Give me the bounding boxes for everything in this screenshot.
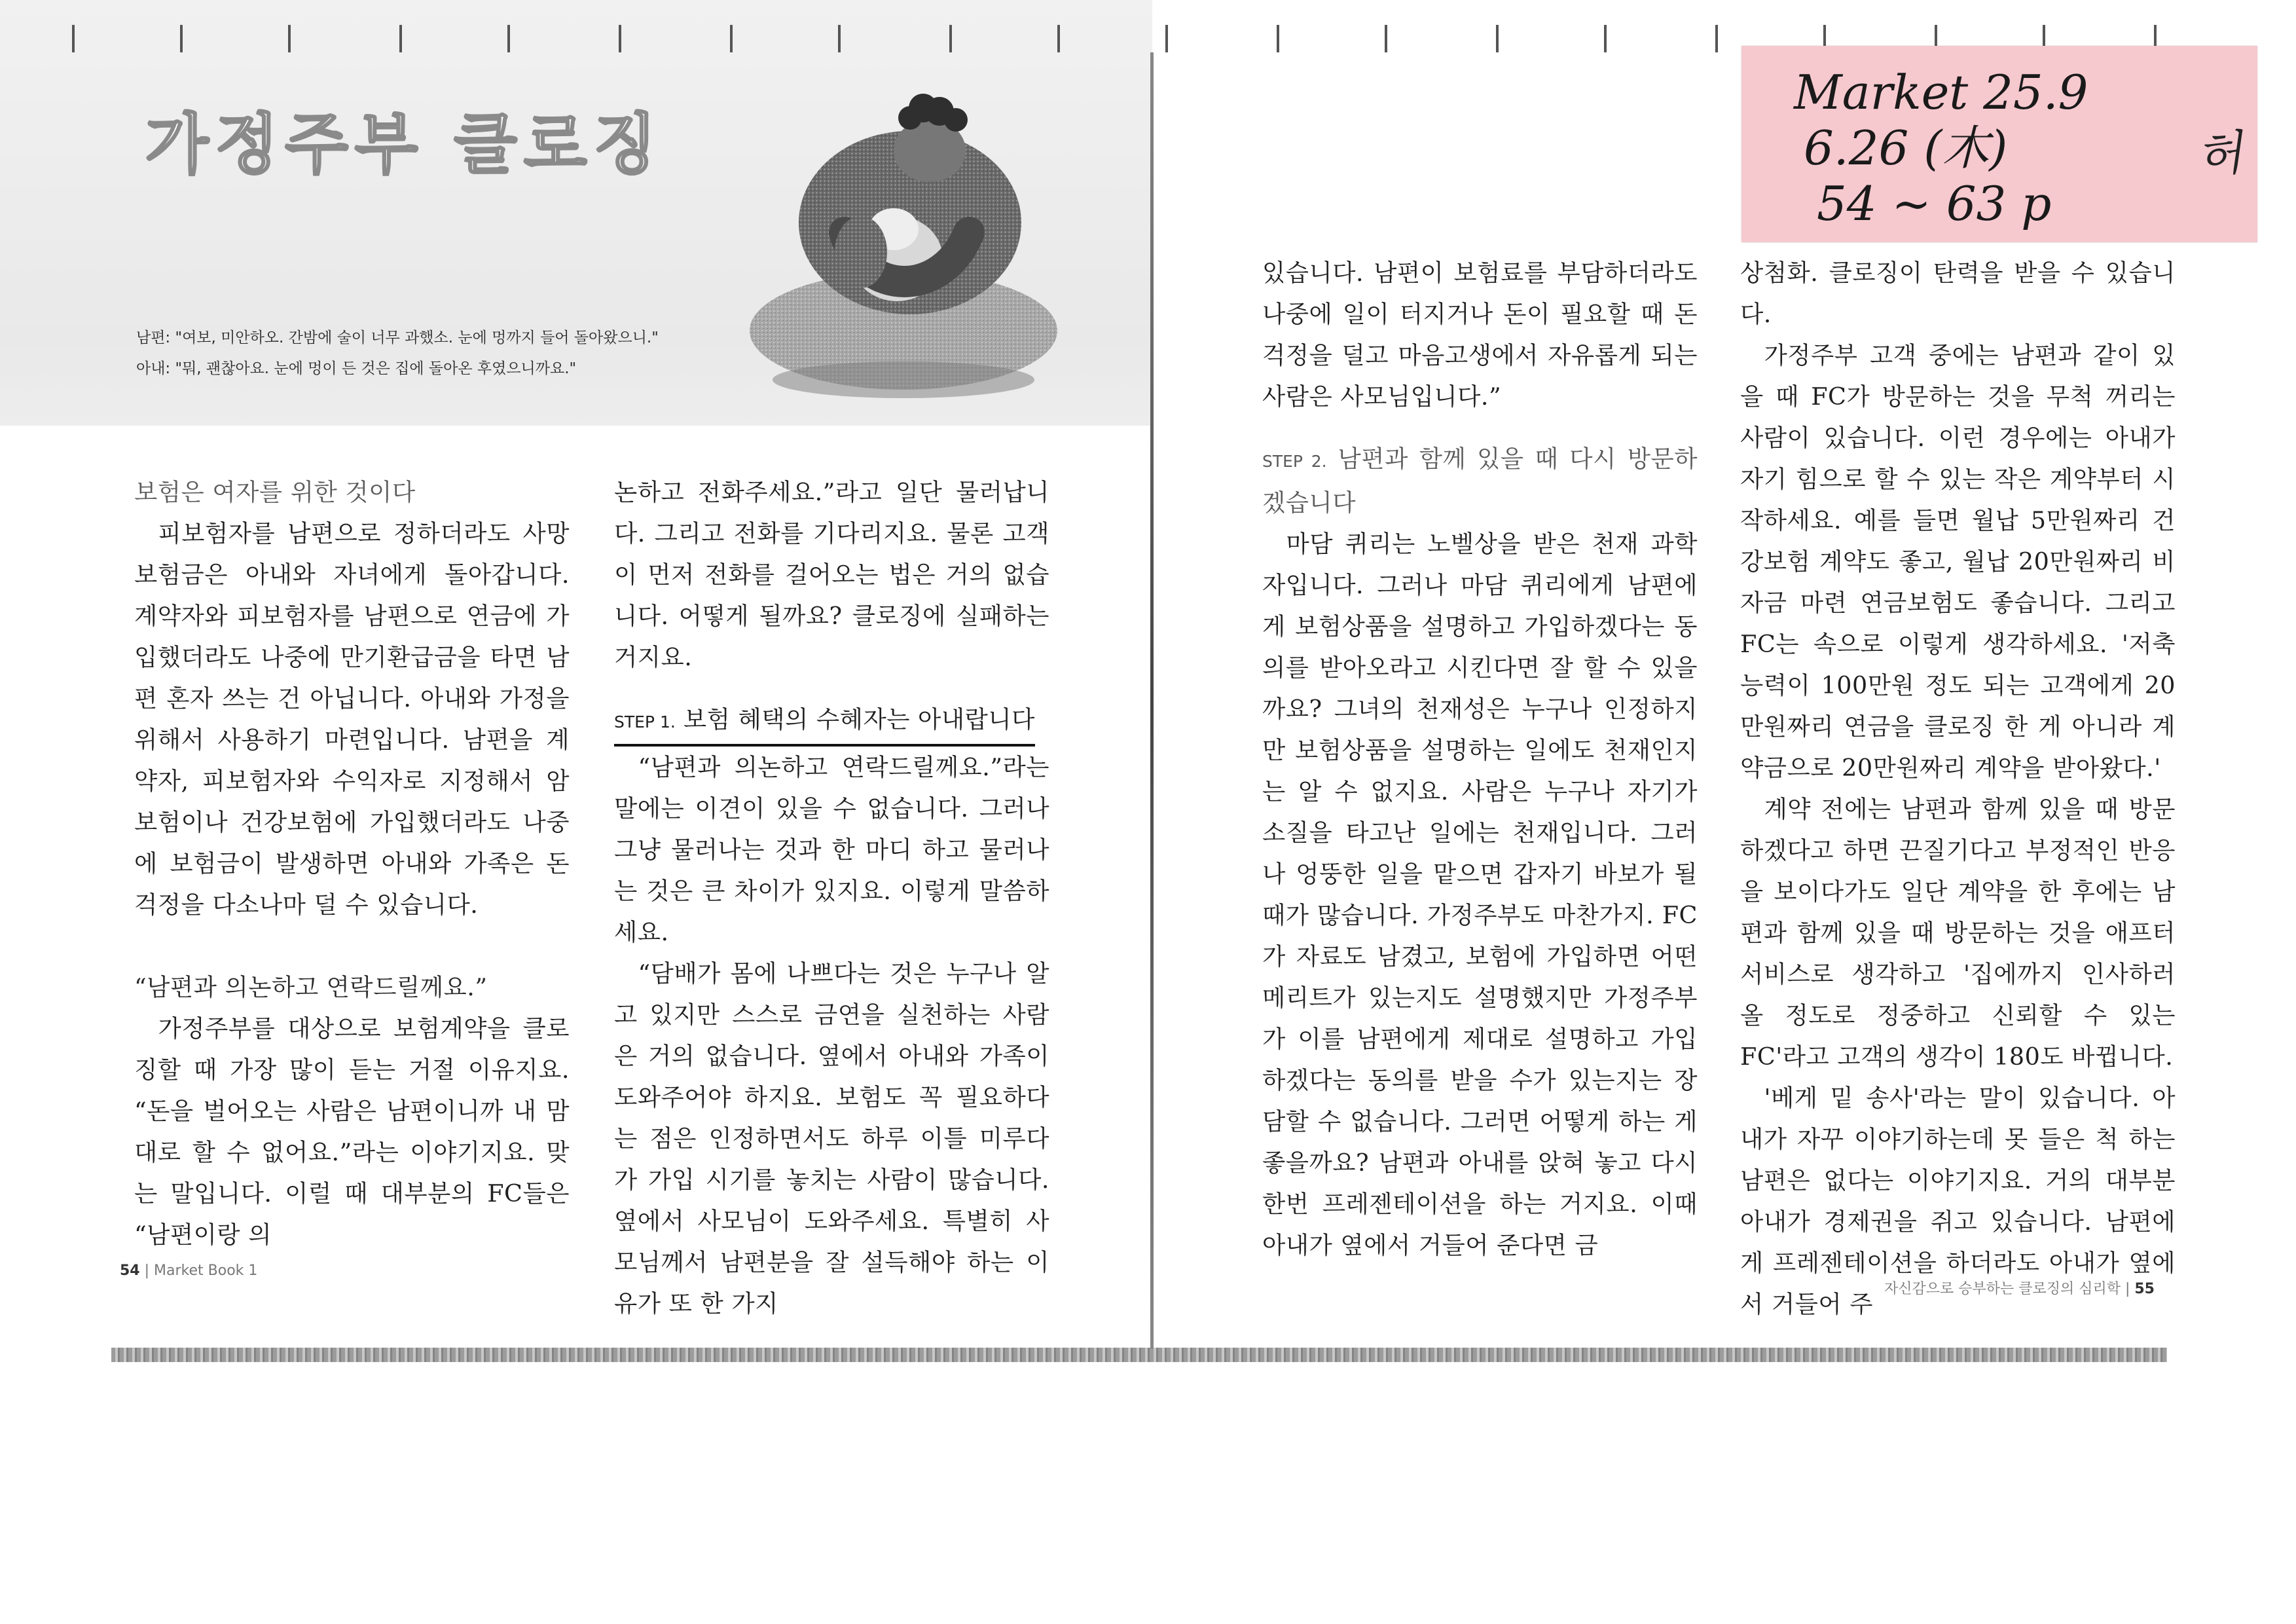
- step-title: 남편과 함께 있을 때 다시 방문하겠습니다: [1262, 445, 1698, 517]
- binder-tick: [1165, 25, 1168, 52]
- body-paragraph: '베게 밑 송사'라는 말이 있습니다. 아내가 자꾸 이야기하는데 못 들은 척 하는 남편은 없다는 이야기지요. 거의 대부분 아내가 경제권을 쥐고 있습니다. 남편에게 프레젠테이션을 하더라도 아내가 옆에서 거들어 주: [1740, 1084, 2176, 1318]
- mother-child-illustration: [733, 82, 1074, 409]
- quote-heading: “남편과 의논하고 연락드릴께요.”: [134, 973, 488, 1001]
- binder-tick: [1715, 25, 1718, 52]
- left-column-1: [134, 471, 570, 1255]
- binder-tick: [838, 25, 841, 52]
- binder-tick: [1604, 25, 1607, 52]
- binder-tick: [949, 25, 952, 52]
- binder-tick: [1496, 25, 1499, 52]
- step-label: STEP 2.: [1262, 452, 1327, 471]
- left-column-2: [614, 471, 1049, 1324]
- footer-separator: |: [2124, 1281, 2130, 1297]
- running-title: 자신감으로 승부하는 클로징의 심리학: [1884, 1281, 2121, 1297]
- page-title: 가정주부 클로징: [145, 106, 664, 183]
- binder-tick: [1057, 25, 1060, 52]
- body-paragraph: 있습니다. 남편이 보험료를 부담하더라도 나중에 일이 터지거나 돈이 필요할 때 돈 걱정을 덜고 마음고생에서 자유롭게 되는 사람은 사모님입니다.”: [1262, 259, 1698, 411]
- step-heading: [614, 699, 1049, 747]
- underlined-step-heading: [614, 699, 1035, 747]
- binder-tick: [730, 25, 733, 52]
- left-page-footer: [120, 1263, 257, 1279]
- dialogue-line-wife: 아내: "뭐, 괜찮아요. 눈에 멍이 든 것은 집에 돌아온 후였으니까요.": [136, 360, 577, 377]
- sticky-note-line: Market 25.9: [1794, 65, 2088, 120]
- section-heading: 보험은 여자를 위한 것이다: [134, 478, 416, 506]
- footer-separator: |: [144, 1263, 150, 1279]
- body-paragraph: “담배가 몸에 나쁘다는 것은 누구나 알고 있지만 스스로 금연을 실천하는 사람은 거의 없습니다. 옆에서 아내와 가족이 도와주어야 하지요. 보험도 꼭 필요하다는 점은 인정하면서도 하루 이틀 미루다가 가입 시기를 놓치는 사람이 많습니다. 옆에서 사모님이 도와주세요. 특별히 사모님께서 남편분을 잘 설득해야 하는 이유가 또 한 가지: [614, 959, 1049, 1318]
- right-column-2: [1740, 252, 2176, 1325]
- binder-tick: [1277, 25, 1279, 52]
- book-gutter: [1150, 52, 1154, 1349]
- step-heading: [1262, 438, 1698, 523]
- binder-tick: [180, 25, 183, 52]
- body-paragraph: 계약 전에는 남편과 함께 있을 때 방문하겠다고 하면 끈질기다고 부정적인 반응을 보이다가도 일단 계약을 한 후에는 남편과 함께 있을 때 방문하는 것을 애프터 서비스로 생각하고 '집에까지 인사하러 올 정도로 정중하고 신뢰할 수 있는 FC'라고 고객의 생각이 180도 바뀝니다.: [1740, 795, 2176, 1071]
- body-paragraph: 논하고 전화주세요.”라고 일단 물러납니다. 그리고 전화를 기다리지요. 물론 고객이 먼저 전화를 걸어오는 법은 거의 없습니다. 어떻게 될까요? 클로징에 실패하는 거지요.: [614, 478, 1049, 671]
- body-paragraph: “남편과 의논하고 연락드릴께요.”라는 말에는 이견이 있을 수 없습니다. 그러나 그냥 물러나는 것과 한 마디 하고 물러나는 것은 큰 차이가 있지요. 이렇게 말씀하세요.: [614, 753, 1049, 946]
- dialogue-line-husband: 남편: "여보, 미안하오. 간밤에 술이 너무 과했소. 눈에 멍까지 들어 돌아왔으니.": [136, 329, 659, 346]
- binder-tick: [507, 25, 510, 52]
- sticky-note-line: 6.26 (木): [1804, 120, 2008, 175]
- handwritten-side-mark: 허: [2194, 124, 2246, 185]
- binder-tick: [619, 25, 621, 52]
- scan-bottom-shadow: [111, 1348, 2167, 1362]
- body-paragraph: 마담 퀴리는 노벨상을 받은 천재 과학자입니다. 그러나 마담 퀴리에게 남편에게 보험상품을 설명하고 가입하겠다는 동의를 받아오라고 시킨다면 잘 할 수 있을까요? 그녀의 천재성은 누구나 인정하지만 보험상품을 설명하는 일에도 천재인지는 알 수 없지요. 사람은 누구나 자기가 소질을 타고난 일에는 천재입니다. 그러나 엉뚱한 일을 맡으면 갑자기 바보가 될 때가 많습니다. 가정주부도 마찬가지. FC가 자료도 남겼고, 보험에 가입하면 어떤 메리트가 있는지도 설명했지만 가정주부가 이를 남편에게 제대로 설명하고 가입하겠다는 동의를 받을 수가 있는지는 장담할 수 없습니다. 그러면 어떻게 하는 게 좋을까요? 남편과 아내를 앉혀 놓고 다시 한번 프레젠테이션을 하는 거지요. 이때 아내가 옆에서 거들어 준다면 금: [1262, 530, 1698, 1259]
- binder-tick: [399, 25, 402, 52]
- binder-tick: [288, 25, 291, 52]
- page-number: 54: [120, 1263, 140, 1279]
- body-paragraph: 가정주부를 대상으로 보험계약을 클로징할 때 가장 많이 듣는 거절 이유지요. “돈을 벌어오는 사람은 남편이니까 내 맘대로 할 수 없어요.”라는 이야기지요. 맞는 말입니다. 이럴 때 대부분의 FC들은 “남편이랑 의: [134, 1014, 570, 1249]
- binder-tick: [72, 25, 75, 52]
- binder-tick: [1385, 25, 1387, 52]
- body-paragraph: 가정주부 고객 중에는 남편과 같이 있을 때 FC가 방문하는 것을 무척 꺼리는 사람이 있습니다. 이런 경우에는 아내가 자기 힘으로 할 수 있는 작은 계약부터 시작하세요. 예를 들면 월납 5만원짜리 건강보험 계약도 좋고, 월납 20만원짜리 비자금 마련 연금보험도 좋습니다. 그리고 FC는 속으로 이렇게 생각하세요. '저축 능력이 100만원 정도 되는 고객에게 20만원짜리 연금을 클로징 한 게 아니라 계약금으로 20만원짜리 계약을 받아왔다.': [1740, 341, 2176, 782]
- body-paragraph: 상첨화. 클로징이 탄력을 받을 수 있습니다.: [1740, 259, 2176, 328]
- book-name: Market Book 1: [154, 1263, 258, 1279]
- right-page-footer: [1884, 1278, 2155, 1298]
- right-column-1: [1262, 252, 1698, 1266]
- sticky-note: [1741, 46, 2257, 242]
- step-label: STEP 1.: [614, 712, 676, 731]
- sticky-note-line: 54 ~ 63 p: [1817, 176, 2052, 231]
- body-paragraph: 피보험자를 남편으로 정하더라도 사망보험금은 아내와 자녀에게 돌아갑니다. 계약자와 피보험자를 남편으로 연금에 가입했더라도 나중에 만기환급금을 타면 남편 혼자 쓰는 건 아닙니다. 아내와 가정을 위해서 사용하기 마련입니다. 남편을 계약자, 피보험자와 수익자로 지정해서 암보험이나 건강보험에 가입했더라도 나중에 보험금이 발생하면 아내와 가족은 돈 걱정을 다소나마 덜 수 있습니다.: [134, 519, 570, 919]
- step-title: 보험 혜택의 수혜자는 아내랍니다: [683, 705, 1035, 733]
- page-number: 55: [2134, 1281, 2155, 1297]
